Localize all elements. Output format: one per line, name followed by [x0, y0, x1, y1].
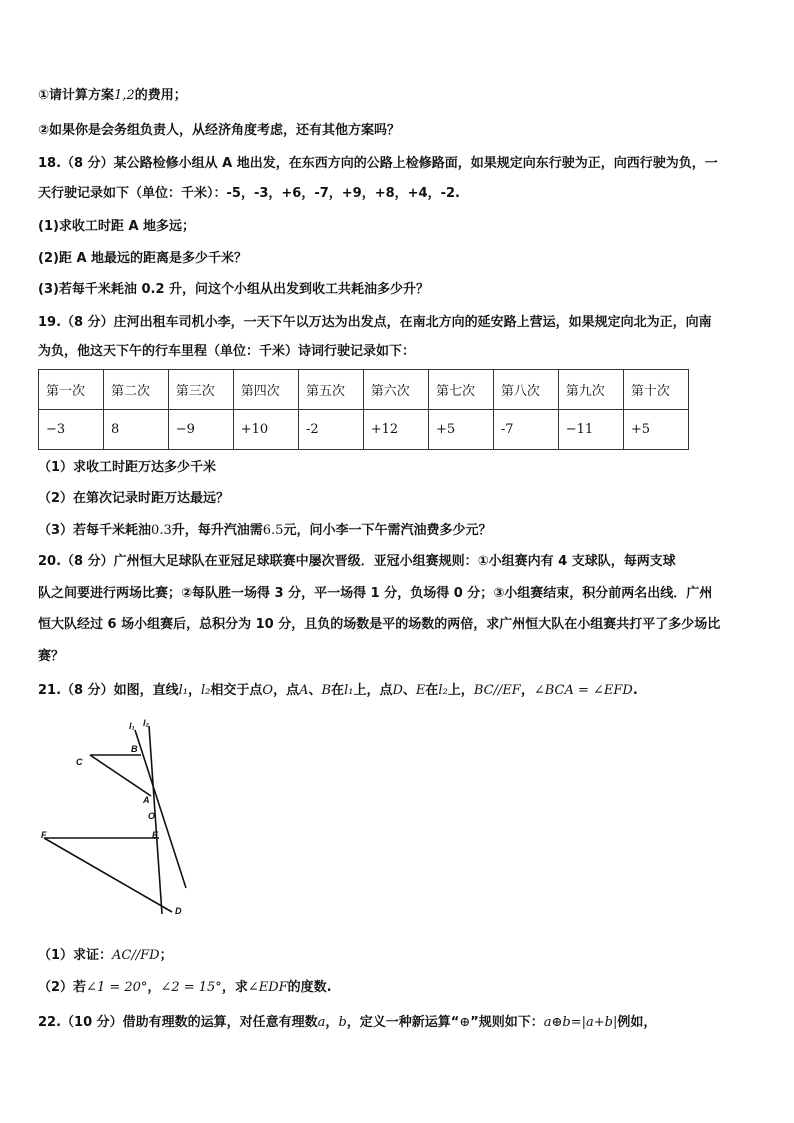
table-header-cell: 第五次 — [298, 370, 363, 410]
q21-text: 21.（8 分）如图，直线 — [38, 683, 179, 698]
segment-fd — [44, 838, 172, 912]
q21-math: l₁ — [178, 683, 188, 698]
q21-math: A — [299, 683, 309, 698]
table-cell: +12 — [363, 410, 428, 450]
q20-stem-line3: 恒大队经过 6 场小组赛后，总积分为 10 分，且负的场数是平的场数的两倍，求广州恒大队在小组赛共打平了多少场比 — [38, 617, 721, 632]
table-header-cell: 第九次 — [558, 370, 623, 410]
table-header-cell: 第一次 — [39, 370, 104, 410]
q21-angle1: ∠1 = 20° — [86, 980, 148, 995]
q19-sub1: （1）求收工时距万达多少千米 — [38, 460, 217, 475]
q21-math: l₂ — [201, 683, 211, 698]
q22-operator: ⊕ — [459, 1015, 471, 1030]
table-row — [39, 410, 689, 450]
label-l1: l₁ — [129, 721, 135, 731]
q18-sub3: (3)若每千米耗油 0.2 升，问这个小组从出发到收工共耗油多少升？ — [38, 282, 430, 297]
table-cell: −11 — [558, 410, 623, 450]
q21-sub2-text: （2）若 — [38, 980, 87, 995]
q21-text: 在 — [331, 683, 345, 698]
table-header-cell: 第十次 — [623, 370, 688, 410]
q21-sub1 — [38, 946, 173, 966]
q17-part1 — [38, 86, 187, 106]
table-header-cell: 第六次 — [363, 370, 428, 410]
table-cell: +10 — [233, 410, 298, 450]
q21-text: 在 — [425, 683, 439, 698]
q21-stem — [38, 681, 638, 701]
q20-stem-line1: 20.（8 分）广州恒大足球队在亚冠足球联赛中屡次晋级．亚冠小组赛规则：①小组赛内有 4 支球队，每两支球 — [38, 554, 676, 569]
table-cell: +5 — [623, 410, 688, 450]
q21-text: . — [632, 683, 638, 698]
q21-sub2-text: 的度数. — [287, 980, 332, 995]
q21-geometry-figure — [38, 714, 198, 924]
line-l1 — [135, 730, 186, 888]
q18-sub2: (2)距 A 地最远的距离是多少千米？ — [38, 251, 248, 266]
q18-stem-line1: 18.（8 分）某公路检修小组从 A 地出发，在东西方向的公路上检修路面，如果规定向东行驶为正，向西行驶为负，一 — [38, 156, 718, 171]
table-header-cell: 第四次 — [233, 370, 298, 410]
table-header-cell: 第三次 — [168, 370, 233, 410]
table-cell: +5 — [428, 410, 493, 450]
label-l2: l₂ — [143, 718, 149, 728]
q19-sub3 — [38, 521, 491, 541]
q20-stem-line2: 队之间要进行两场比赛；②每队胜一场得 3 分，平一场得 1 分，负场得 0 分；③小组赛结束，积分前两名出线．广州 — [38, 586, 713, 601]
q17-part1-text: ①请计算方案 — [38, 88, 115, 103]
q22-text: ，定义一种新运算“ — [346, 1015, 460, 1030]
q19-sub3-text: 元，问小李一下午需汽油费多少元？ — [283, 523, 492, 538]
table-header-cell: 第八次 — [493, 370, 558, 410]
q21-math: l₁ — [344, 683, 354, 698]
q18-stem-line2: 天行驶记录如下（单位：千米）：-5，-3，+6，-7，+9，+8，+4，-2. — [38, 186, 460, 201]
q19-mileage-table — [38, 369, 689, 450]
q19-oil-rate: 0.3 — [151, 523, 172, 538]
q19-stem-line2: 为负，他这天下午的行车里程（单位：千米）诗词行驶记录如下： — [38, 344, 416, 359]
table-cell: -7 — [493, 410, 558, 450]
label-b: B — [131, 744, 138, 754]
label-e: E — [152, 830, 159, 840]
q22-math: b — [338, 1015, 347, 1030]
q21-text: ， — [520, 683, 534, 698]
q17-part2: ②如果你是会务组负责人，从经济角度考虑，还有其他方案吗？ — [38, 123, 401, 138]
table-cell: −9 — [168, 410, 233, 450]
label-a: A — [143, 795, 150, 805]
q21-text: 上，点 — [353, 683, 393, 698]
table-cell: -2 — [298, 410, 363, 450]
table-cell: 8 — [103, 410, 168, 450]
label-f: F — [41, 830, 47, 840]
q22-stem — [38, 1013, 656, 1033]
q21-text: 、 — [402, 683, 416, 698]
q21-math: B — [321, 683, 332, 698]
q22-text: 22.（10 分）借助有理数的运算，对任意有理数 — [38, 1015, 318, 1030]
q21-math: ∠BCA = ∠EFD — [533, 683, 633, 698]
table-cell: −3 — [39, 410, 104, 450]
table-header-cell: 第七次 — [428, 370, 493, 410]
table-header-cell: 第二次 — [103, 370, 168, 410]
q21-sub1-text: （1）求证： — [38, 948, 113, 963]
q21-math: O — [262, 683, 274, 698]
q21-text: 上， — [447, 683, 474, 698]
q21-angle2: ∠2 = 15° — [160, 980, 222, 995]
q22-math: a — [317, 1015, 326, 1030]
q21-text: 相交于点 — [210, 683, 263, 698]
q21-text: 、 — [308, 683, 322, 698]
q19-sub3-text: 升，每升汽油需 — [171, 523, 263, 538]
q21-text: ， — [187, 683, 201, 698]
q21-sub1-text: ； — [159, 948, 173, 963]
q21-sub2-text: ，求 — [221, 980, 248, 995]
q21-math: D — [392, 683, 403, 698]
q17-part1-tail: 的费用； — [134, 88, 187, 103]
q22-definition: a⊕b=|a+b| — [543, 1015, 618, 1030]
q21-text: ，点 — [273, 683, 300, 698]
q22-text: ”规则如下： — [470, 1015, 544, 1030]
table-header-row — [39, 370, 689, 410]
q21-angle-edf: ∠EDF — [247, 980, 288, 995]
q22-text: ， — [325, 1015, 339, 1030]
q21-sub2-text: ， — [147, 980, 161, 995]
segment-ca — [90, 755, 151, 796]
q21-sub2 — [38, 978, 332, 998]
q19-sub3-text: （3）若每千米耗油 — [38, 523, 152, 538]
q18-sub1: (1)求收工时距 A 地多远； — [38, 219, 196, 234]
q19-stem-line1: 19.（8 分）庄河出租车司机小李，一天下午以万达为出发点，在南北方向的延安路上营运，如果规定向北为正，向南 — [38, 315, 712, 330]
q22-text: 例如， — [617, 1015, 657, 1030]
q19-oil-price: 6.5 — [262, 523, 284, 538]
label-d: D — [175, 906, 182, 916]
q21-math: l₂ — [438, 683, 448, 698]
label-c: C — [76, 757, 83, 767]
label-o: O — [148, 811, 156, 821]
q20-stem-line4: 赛？ — [38, 649, 65, 664]
q17-scheme-numbers: 1,2 — [114, 88, 135, 103]
q21-math: BC//EF — [473, 683, 521, 698]
q19-sub2: （2）在第次记录时距万达最远？ — [38, 491, 230, 506]
q21-sub1-math: AC//FD — [112, 948, 160, 963]
q21-math: E — [415, 683, 426, 698]
